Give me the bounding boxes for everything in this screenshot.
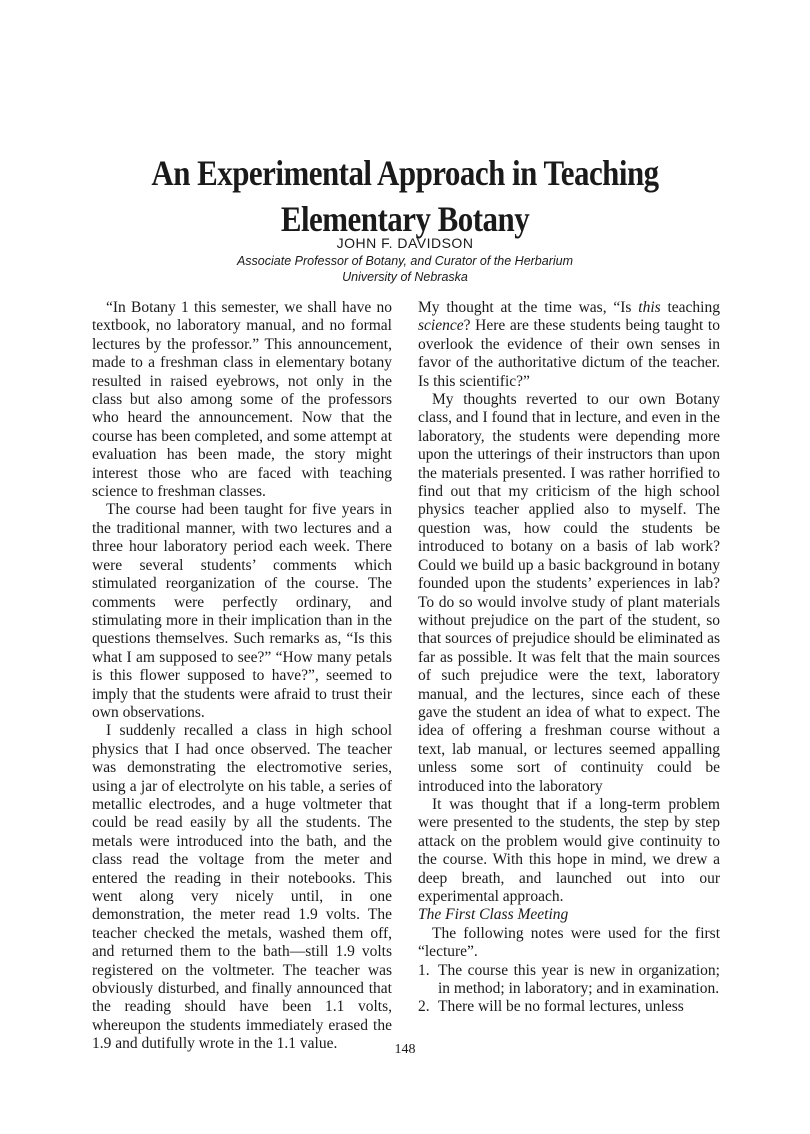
paragraph: The following notes were used for the first “lecture”. xyxy=(418,924,720,961)
emphasis-science: science xyxy=(418,317,464,335)
text-run: My thought at the time was, “Is xyxy=(418,299,639,316)
text-run: teaching xyxy=(660,299,720,316)
author-name: JOHN F. DAVIDSON xyxy=(336,235,474,251)
affiliation-line-1: Associate Professor of Botany, and Curator of the Herbarium xyxy=(236,254,574,268)
list-text: The course this year is new in organization; in method; in laboratory; and in examination. xyxy=(438,961,720,998)
paragraph: My thoughts reverted to our own Botany class, and I found that in lecture, and even in the laboratory, the students were depending more upon the utterings of their instructors than upon the materials presented. I was rather horrified to find out that my criticism of the high school physics teacher applied also to myself. The question was, how could the students be introduced to botany on a basis of lab work? Could we build up a basic background in botany founded upon the students’ experiences in lab? To do so would involve study of plant materials without prejudice on the part of the student, so that sources of prejudice should be eliminated as far as possible. It was felt that the main sources of such prejudice were the text, laboratory manual, and the lectures, since each of these gave the student an idea of what to expect. The idea of offering a freshman course without a text, lab manual, or lectures seemed appalling unless some sort of continuity could be introduced into the laboratory xyxy=(418,391,720,795)
title-line-2: Elementary Botany xyxy=(280,199,530,239)
right-column xyxy=(418,299,720,1017)
notes-list xyxy=(418,962,720,1017)
list-number: 1. xyxy=(418,961,430,979)
text-run: ? Here are these students being taught to overlook the evidence of their own senses in favor of the authoritative dictum of the teacher. Is this scientific?” xyxy=(418,317,720,390)
article-title xyxy=(57,150,754,242)
list-item xyxy=(418,998,720,1016)
emphasis-this: this xyxy=(638,299,661,316)
paragraph: “In Botany 1 this semester, we shall have no textbook, no laboratory manual, and no formal lectures by the professor.” This announcement, made to a freshman class in elementary botany resulted in raised eyebrows, not only in the class but also among some of the professors who heard the announcement. Now that the course has been completed, and some attempt at evaluation has been made, the story might interest those who are faced with teaching science to freshman classes. xyxy=(92,299,392,501)
paragraph: The course had been taught for five years in the traditional manner, with two lectures and a three hour laboratory period each week. There were several students’ comments which stimulated reorganization of the course. The comments were perfectly ordinary, and stimulating more in their implication than in the questions themselves. Such remarks as, “Is this what I am supposed to see?” “How many petals is this flower supposed to have?”, seemed to imply that the students were afraid to trust their own observations. xyxy=(92,501,392,721)
title-line-1: An Experimental Approach in Teaching xyxy=(151,153,659,193)
paragraph xyxy=(418,299,720,391)
page-number: 148 xyxy=(394,1042,416,1057)
affiliation-line-2: University of Nebraska xyxy=(342,270,468,284)
section-heading: The First Class Meeting xyxy=(418,906,569,924)
author-affiliation xyxy=(0,253,810,285)
paragraph: I suddenly recalled a class in high school physics that I had once observed. The teacher was demonstrating the electromotive series, using a jar of electrolyte on his table, a series of metallic electrodes, and a huge voltmeter that could be read easily by all the students. The metals were introduced into the bath, and the class read the voltage from the meter and entered the reading in their notebooks. This went along very nicely until, in one demonstration, the meter read 1.9 volts. The teacher checked the metals, washed them off, and returned them to the bath—still 1.9 volts registered on the voltmeter. The teacher was obviously disturbed, and finally announced that the reading should have been 1.1 volts, whereupon the students immediately erased the 1.9 and dutifully wrote in the 1.1 value. xyxy=(92,722,392,1053)
list-text: There will be no formal lectures, unless xyxy=(438,998,684,1016)
list-item xyxy=(418,962,720,999)
paragraph: It was thought that if a long-term problem were presented to the students, the step by step attack on the problem would give continuity to the course. With this hope in mind, we drew a deep breath, and launched out into our experimental approach. xyxy=(418,795,720,905)
list-number: 2. xyxy=(418,998,430,1016)
left-column xyxy=(92,299,392,1054)
